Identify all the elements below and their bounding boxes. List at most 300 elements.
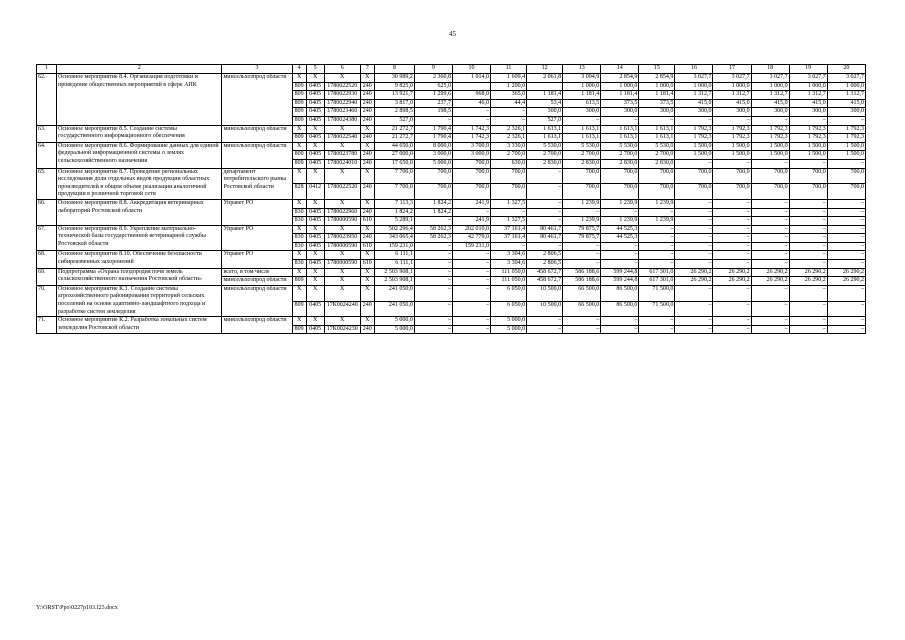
amount-cell: – <box>827 159 865 168</box>
amount-cell: 26 290,2 <box>827 277 865 286</box>
budget-code-cell: 0405 <box>306 82 324 91</box>
budget-code-cell: Х <box>306 317 324 326</box>
amount-cell: – <box>601 260 639 269</box>
row-number: 65. <box>37 168 57 199</box>
amount-cell: – <box>452 108 490 117</box>
amount-cell: 586 188,6 <box>563 268 601 277</box>
amount-cell: – <box>414 317 452 326</box>
amount-cell: – <box>751 208 789 217</box>
executor: минсельхозпрод области <box>222 142 292 168</box>
amount-cell: – <box>639 317 675 326</box>
amount-cell: – <box>675 225 713 234</box>
budget-code-cell: Х <box>324 277 360 286</box>
amount-cell: – <box>675 260 713 269</box>
amount-cell: – <box>751 116 789 125</box>
amount-cell: 1 500,0 <box>789 142 827 151</box>
budget-code-cell: 1780022520 <box>324 82 360 91</box>
row-number: 66. <box>37 199 57 225</box>
activity-name: Подпрограмма «Охрана плодородия почв земель сельскохозяйственного назначения Ростовской области» <box>57 268 222 285</box>
amount-cell: – <box>601 325 639 334</box>
amount-cell: 300,0 <box>601 108 639 117</box>
budget-code-cell: 240 <box>360 134 374 143</box>
table-row <box>37 125 866 134</box>
amount-cell: 1 000,0 <box>601 82 639 91</box>
amount-cell: – <box>452 268 490 277</box>
budget-code-cell: 1780022960 <box>324 208 360 217</box>
budget-code-cell: 809 <box>292 159 306 168</box>
amount-cell: – <box>675 159 713 168</box>
column-header: 18 <box>751 65 789 74</box>
budget-code-cell: Х <box>324 142 360 151</box>
budget-code-cell: 1780023460 <box>324 108 360 117</box>
amount-cell: 1 613,1 <box>601 134 639 143</box>
page-number: 45 <box>449 30 456 38</box>
amount-cell: 617 301,0 <box>639 268 675 277</box>
amount-cell: – <box>751 159 789 168</box>
amount-cell: – <box>827 260 865 269</box>
budget-code-cell: Х <box>324 225 360 234</box>
activity-name: Основное мероприятие К.2. Разработка зональных систем земледелия Ростовской области <box>57 317 222 334</box>
budget-code-cell: Х <box>306 199 324 208</box>
budget-code-cell: 240 <box>360 99 374 108</box>
amount-cell: 5 530,0 <box>639 142 675 151</box>
amount-cell: – <box>827 234 865 243</box>
amount-cell: 1 790,4 <box>414 134 452 143</box>
amount-cell: 21 272,7 <box>374 134 414 143</box>
amount-cell: – <box>414 268 452 277</box>
amount-cell: – <box>639 325 675 334</box>
amount-cell: 300,0 <box>639 108 675 117</box>
amount-cell: 37 161,4 <box>491 225 527 234</box>
amount-cell: – <box>713 301 751 317</box>
budget-code-cell: Х <box>306 285 324 301</box>
budget-code-cell: 1780023780 <box>324 151 360 160</box>
amount-cell: 700,0 <box>491 184 527 200</box>
amount-cell: 71 500,0 <box>639 301 675 317</box>
amount-cell: – <box>751 234 789 243</box>
amount-cell: 1 239,9 <box>563 199 601 208</box>
amount-cell: – <box>527 184 563 200</box>
amount-cell: 415,0 <box>675 99 713 108</box>
amount-cell: 1 824,2 <box>414 199 452 208</box>
amount-cell: 3 304,6 <box>491 251 527 260</box>
budget-code-cell: 240 <box>360 82 374 91</box>
amount-cell: 1 000,0 <box>563 82 601 91</box>
amount-cell: 3 330,0 <box>491 142 527 151</box>
amount-cell: 21 272,7 <box>374 125 414 134</box>
budget-code-cell: Х <box>292 199 306 208</box>
amount-cell: 700,0 <box>675 184 713 200</box>
budget-code-cell: 809 <box>292 301 306 317</box>
amount-cell: – <box>452 301 490 317</box>
amount-cell: 1 792,3 <box>675 134 713 143</box>
amount-cell: – <box>789 199 827 208</box>
executor: минсельхозпрод области <box>222 74 292 126</box>
column-header: 4 <box>292 65 306 74</box>
table-row <box>37 285 866 301</box>
amount-cell: – <box>789 325 827 334</box>
amount-cell: 3 027,7 <box>751 74 789 83</box>
amount-cell: – <box>452 285 490 301</box>
amount-cell: 6 111,1 <box>374 260 414 269</box>
amount-cell: 700,0 <box>639 168 675 184</box>
amount-cell: 1 181,4 <box>563 91 601 100</box>
amount-cell: 2 854,9 <box>639 74 675 83</box>
amount-cell: 599 244,8 <box>601 268 639 277</box>
executor: минсельхозпрод области <box>222 125 292 142</box>
activity-name: Основное мероприятие 8.9. Укрепление материально-технической базы государственной ветеринарной службы Ростовской области <box>57 225 222 251</box>
amount-cell: 1 500,0 <box>675 151 713 160</box>
table-row <box>37 74 866 83</box>
amount-cell: – <box>563 208 601 217</box>
amount-cell: 373,5 <box>601 99 639 108</box>
amount-cell: – <box>827 285 865 301</box>
amount-cell: 625,0 <box>414 82 452 91</box>
column-header: 20 <box>827 65 865 74</box>
amount-cell: 700,0 <box>414 168 452 184</box>
budget-code-cell: 809 <box>292 99 306 108</box>
budget-code-cell: 1780022930 <box>324 91 360 100</box>
amount-cell: 30 989,2 <box>374 74 414 83</box>
amount-cell: 6 111,1 <box>374 251 414 260</box>
amount-cell: 2 700,0 <box>563 151 601 160</box>
amount-cell: 2 503 908,1 <box>374 277 414 286</box>
amount-cell: 1 327,5 <box>491 199 527 208</box>
amount-cell: 700,0 <box>675 168 713 184</box>
budget-code-cell: 0405 <box>306 108 324 117</box>
amount-cell: – <box>491 242 527 251</box>
budget-code-cell: 610 <box>360 260 374 269</box>
amount-cell: 58 262,3 <box>414 225 452 234</box>
amount-cell: 1 200,0 <box>491 82 527 91</box>
amount-cell: 1 613,1 <box>527 134 563 143</box>
amount-cell: 586 188,6 <box>563 277 601 286</box>
amount-cell: – <box>675 116 713 125</box>
budget-code-cell: Х <box>360 74 374 83</box>
amount-cell: 80 461,7 <box>527 234 563 243</box>
budget-code-cell: Х <box>360 251 374 260</box>
column-header: 9 <box>414 65 452 74</box>
amount-cell: – <box>601 208 639 217</box>
amount-cell: 1 500,0 <box>827 142 865 151</box>
amount-cell: 2 700,0 <box>491 151 527 160</box>
amount-cell: – <box>639 225 675 234</box>
budget-code-cell: Х <box>306 142 324 151</box>
amount-cell: 71 500,0 <box>639 285 675 301</box>
budget-code-cell: 240 <box>360 116 374 125</box>
amount-cell: 111 050,0 <box>491 268 527 277</box>
amount-cell: – <box>452 116 490 125</box>
amount-cell: – <box>491 108 527 117</box>
amount-cell: 1 792,3 <box>827 125 865 134</box>
amount-cell: 527,0 <box>527 116 563 125</box>
column-header: 1 <box>37 65 57 74</box>
amount-cell: 1 181,4 <box>601 91 639 100</box>
amount-cell: – <box>751 317 789 326</box>
budget-code-cell: Х <box>306 268 324 277</box>
amount-cell: 241 050,0 <box>374 285 414 301</box>
budget-code-cell: 240 <box>360 184 374 200</box>
budget-code-cell: 0405 <box>306 116 324 125</box>
amount-cell: 1 824,2 <box>414 208 452 217</box>
budget-code-cell: 0405 <box>306 159 324 168</box>
amount-cell: – <box>414 260 452 269</box>
amount-cell: – <box>639 116 675 125</box>
amount-cell: – <box>789 251 827 260</box>
amount-cell: – <box>452 260 490 269</box>
budget-code-cell: 809 <box>292 134 306 143</box>
amount-cell: 1 613,1 <box>527 125 563 134</box>
column-header: 13 <box>563 65 601 74</box>
budget-code-cell: 240 <box>360 108 374 117</box>
amount-cell: 700,0 <box>601 168 639 184</box>
budget-code-cell: Х <box>324 199 360 208</box>
amount-cell: 1 000,0 <box>675 82 713 91</box>
amount-cell: – <box>452 251 490 260</box>
budget-code-cell: 0405 <box>306 260 324 269</box>
amount-cell: 300,0 <box>789 108 827 117</box>
amount-cell: – <box>491 116 527 125</box>
amount-cell: – <box>751 251 789 260</box>
amount-cell: 2 898,5 <box>374 108 414 117</box>
amount-cell: – <box>713 208 751 217</box>
amount-cell: 66 500,0 <box>563 301 601 317</box>
amount-cell: 1 239,9 <box>601 199 639 208</box>
budget-code-cell: 830 <box>292 260 306 269</box>
amount-cell: – <box>563 260 601 269</box>
budget-code-cell: 0405 <box>306 134 324 143</box>
amount-cell: 700,0 <box>789 184 827 200</box>
column-header: 10 <box>452 65 490 74</box>
amount-cell: 1 790,4 <box>414 125 452 134</box>
amount-cell <box>527 82 563 91</box>
amount-cell: – <box>452 317 490 326</box>
amount-cell: – <box>789 285 827 301</box>
amount-cell: – <box>713 225 751 234</box>
amount-cell: 1 181,4 <box>639 91 675 100</box>
amount-cell: – <box>827 208 865 217</box>
amount-cell: 700,0 <box>713 184 751 200</box>
amount-cell: 1 792,3 <box>789 134 827 143</box>
amount-cell: 1 792,3 <box>713 134 751 143</box>
amount-cell: 700,0 <box>713 168 751 184</box>
amount-cell: – <box>827 217 865 226</box>
budget-code-cell: 240 <box>360 234 374 243</box>
budget-code-cell: Х <box>360 277 374 286</box>
amount-cell: 241,9 <box>452 199 490 208</box>
amount-cell: 700,0 <box>639 184 675 200</box>
amount-cell: 1 327,5 <box>491 217 527 226</box>
amount-cell: 111 050,0 <box>491 277 527 286</box>
amount-cell: – <box>789 159 827 168</box>
amount-cell: 1 792,3 <box>827 134 865 143</box>
amount-cell: 300,0 <box>827 108 865 117</box>
amount-cell: 1 500,0 <box>789 151 827 160</box>
file-path: Y:\ORST\Ppo\0227p103.f23.docx <box>36 605 118 611</box>
amount-cell: 700,0 <box>789 168 827 184</box>
amount-cell: 700,0 <box>452 168 490 184</box>
budget-code-cell: 0405 <box>306 91 324 100</box>
budget-code-cell: Х <box>292 142 306 151</box>
amount-cell: – <box>527 242 563 251</box>
budget-code-cell: Х <box>292 225 306 234</box>
amount-cell: 3 000,0 <box>452 151 490 160</box>
amount-cell: – <box>789 208 827 217</box>
budget-code-cell: 1780000590 <box>324 260 360 269</box>
amount-cell: 599 244,8 <box>601 277 639 286</box>
budget-code-cell: Х <box>360 268 374 277</box>
amount-cell: 1 000,0 <box>713 82 751 91</box>
amount-cell: 86 500,0 <box>601 285 639 301</box>
amount-cell: 1 792,3 <box>713 125 751 134</box>
budget-code-cell: 0405 <box>306 151 324 160</box>
row-number: 71. <box>37 317 57 334</box>
amount-cell: – <box>491 208 527 217</box>
amount-cell: – <box>827 242 865 251</box>
amount-cell: – <box>713 116 751 125</box>
column-header: 6 <box>324 65 360 74</box>
budget-code-cell: 1780024010 <box>324 159 360 168</box>
amount-cell: 3 027,7 <box>675 74 713 83</box>
amount-cell: 10 500,0 <box>527 285 563 301</box>
amount-cell: – <box>452 325 490 334</box>
amount-cell: – <box>527 325 563 334</box>
budget-code-cell: Х <box>360 285 374 301</box>
amount-cell: – <box>713 260 751 269</box>
amount-cell: – <box>827 317 865 326</box>
budget-code-cell: 1780022940 <box>324 99 360 108</box>
column-header: 16 <box>675 65 713 74</box>
budget-code-cell: 240 <box>360 159 374 168</box>
amount-cell: 3 304,6 <box>491 260 527 269</box>
amount-cell: 373,5 <box>639 99 675 108</box>
amount-cell: 241,9 <box>452 217 490 226</box>
amount-cell: 527,0 <box>374 116 414 125</box>
amount-cell: – <box>751 285 789 301</box>
amount-cell: – <box>789 260 827 269</box>
column-header: 2 <box>57 65 222 74</box>
amount-cell: – <box>713 317 751 326</box>
amount-cell <box>452 82 490 91</box>
amount-cell: 2 700,0 <box>601 151 639 160</box>
amount-cell: 1 239,9 <box>639 199 675 208</box>
budget-code-cell: 809 <box>292 91 306 100</box>
amount-cell: 617 301,0 <box>639 277 675 286</box>
amount-cell: – <box>675 242 713 251</box>
amount-cell: – <box>414 325 452 334</box>
amount-cell: 613,5 <box>563 99 601 108</box>
amount-cell: – <box>563 242 601 251</box>
amount-cell: 458 672,7 <box>527 268 563 277</box>
amount-cell: – <box>827 325 865 334</box>
amount-cell: 5 000,0 <box>374 317 414 326</box>
amount-cell: – <box>563 251 601 260</box>
amount-cell: – <box>452 208 490 217</box>
amount-cell: 1 500,0 <box>827 151 865 160</box>
amount-cell: 17 650,0 <box>374 159 414 168</box>
table-row <box>37 199 866 208</box>
amount-cell: – <box>789 234 827 243</box>
budget-code-cell: Х <box>360 142 374 151</box>
row-number: 67. <box>37 225 57 251</box>
amount-cell: 1 613,1 <box>639 125 675 134</box>
budget-code-cell: 830 <box>292 234 306 243</box>
amount-cell: – <box>675 199 713 208</box>
executor: минсельхозпрод области <box>222 277 292 286</box>
budget-code-cell: 830 <box>292 208 306 217</box>
budget-code-cell: Х <box>360 225 374 234</box>
amount-cell: 2 830,0 <box>527 159 563 168</box>
amount-cell: – <box>675 208 713 217</box>
amount-cell: 415,0 <box>751 99 789 108</box>
amount-cell: – <box>414 116 452 125</box>
budget-code-cell: Х <box>306 74 324 83</box>
amount-cell: – <box>789 301 827 317</box>
budget-code-cell: 240 <box>360 151 374 160</box>
budget-code-cell: 809 <box>292 151 306 160</box>
budget-code-cell: 830 <box>292 242 306 251</box>
budget-code-cell: Х <box>292 317 306 326</box>
amount-cell: 700,0 <box>452 184 490 200</box>
amount-cell: – <box>452 277 490 286</box>
amount-cell: 26 290,2 <box>751 268 789 277</box>
column-header: 5 <box>306 65 324 74</box>
amount-cell: 2 806,5 <box>527 251 563 260</box>
budget-code-cell: 809 <box>292 108 306 117</box>
amount-cell: – <box>675 325 713 334</box>
amount-cell: – <box>414 251 452 260</box>
executor: департамент потребительского рынка Ростовской области <box>222 168 292 199</box>
amount-cell: – <box>675 317 713 326</box>
activity-name: Основное мероприятие 8.4. Организация подготовки и проведение общественных мероприятий в сфере АПК <box>57 74 222 126</box>
amount-cell: 26 290,2 <box>713 277 751 286</box>
budget-code-cell: 0405 <box>306 325 324 334</box>
amount-cell: 26 290,2 <box>713 268 751 277</box>
amount-cell: – <box>751 325 789 334</box>
program-table <box>36 64 866 334</box>
amount-cell: – <box>751 242 789 251</box>
amount-cell: 26 290,2 <box>789 268 827 277</box>
amount-cell: 1 609,4 <box>491 74 527 83</box>
amount-cell: – <box>601 317 639 326</box>
amount-cell: 6 050,0 <box>491 301 527 317</box>
amount-cell: 13 921,7 <box>374 91 414 100</box>
amount-cell: 79 875,7 <box>563 225 601 234</box>
amount-cell: – <box>414 242 452 251</box>
column-header: 19 <box>789 65 827 74</box>
executor: Управет РО <box>222 199 292 225</box>
amount-cell: 1 792,3 <box>675 125 713 134</box>
budget-code-cell: 610 <box>360 242 374 251</box>
row-number: 69. <box>37 268 57 285</box>
amount-cell: 1 500,0 <box>713 151 751 160</box>
amount-cell: 1 824,2 <box>374 208 414 217</box>
amount-cell: 5 000,0 <box>414 159 452 168</box>
activity-name: Основное мероприятие 8.8. Аккредитация ветеринарных лабораторий Ростовской области <box>57 199 222 225</box>
amount-cell: – <box>527 168 563 184</box>
amount-cell: 1 613,1 <box>601 125 639 134</box>
row-number: 63. <box>37 125 57 142</box>
amount-cell: 44 525,3 <box>601 225 639 234</box>
amount-cell: 300,0 <box>675 108 713 117</box>
budget-code-cell: Х <box>324 285 360 301</box>
budget-code-cell: Х <box>360 199 374 208</box>
budget-code-cell: 1780000590 <box>324 217 360 226</box>
amount-cell: 5 530,0 <box>563 142 601 151</box>
amount-cell: 2 360,8 <box>414 74 452 83</box>
amount-cell: 1 792,3 <box>789 125 827 134</box>
amount-cell: 26 290,2 <box>789 277 827 286</box>
